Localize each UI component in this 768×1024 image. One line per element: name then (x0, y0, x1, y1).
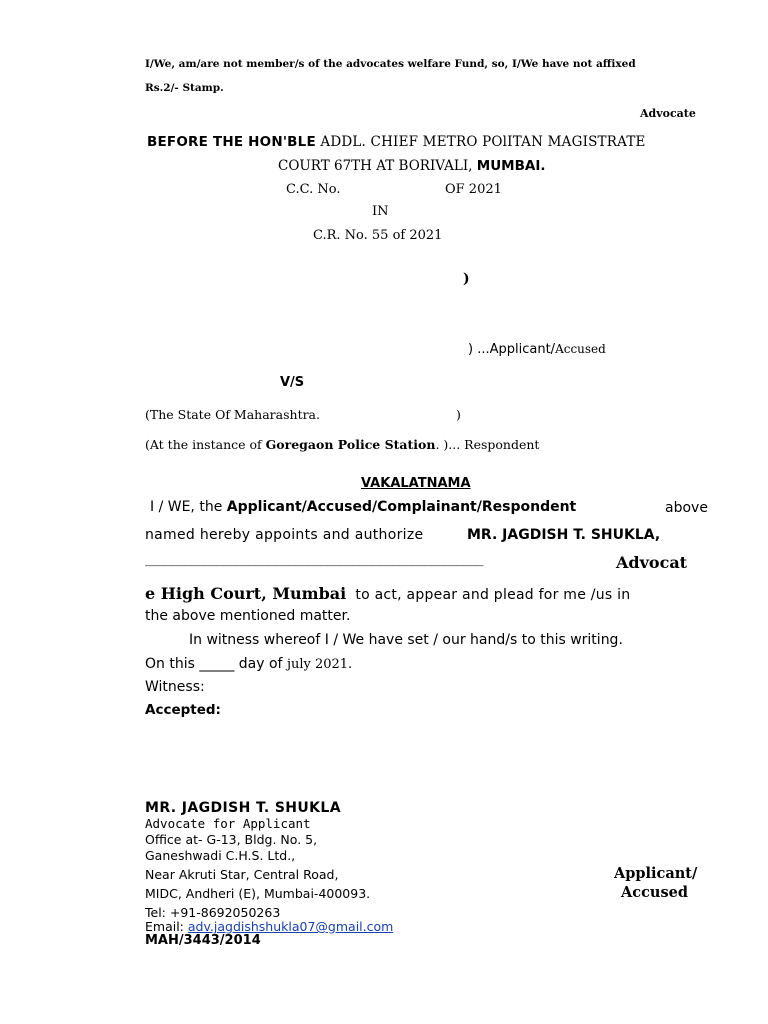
advocate-details (145, 816, 393, 949)
before-honble: BEFORE THE HON'BLE (147, 134, 316, 150)
advocate-role: Advocate for Applicant (145, 816, 311, 831)
applicant-label: ) ...Applicant/ (468, 342, 556, 357)
cc-year: OF 2021 (445, 182, 502, 197)
stamp-notice: Rs.2/- Stamp. (145, 82, 224, 94)
act-appear-text: to act, appear and plead for me /us in (355, 587, 631, 603)
accused-signature-label: Accused (621, 884, 688, 901)
party-roles: Applicant/Accused/Complainant/Respondent (226, 499, 577, 515)
telephone: Tel: +91-8692050263 (145, 905, 281, 920)
state-bracket: ) (456, 407, 461, 422)
applicant-line (468, 342, 606, 357)
above-word: above (665, 500, 708, 516)
date-line (145, 656, 352, 672)
email-label: Email: (145, 919, 184, 934)
state-of-maharashtra: (The State Of Maharashtra. (145, 407, 320, 422)
police-station: Goregaon Police Station (265, 437, 436, 452)
instance-prefix: (At the instance of (145, 437, 262, 452)
office-address: Office at- G-13, Bldg. No. 5, (145, 832, 318, 847)
advocat-word: Advocat (616, 553, 688, 572)
advocate-name-inline: MR. JAGDISH T. SHUKLA, (467, 527, 661, 543)
email-link[interactable]: adv.jagdishshukla07@gmail.com (187, 919, 394, 934)
respondent-label: . )... Respondent (435, 437, 540, 452)
instance-line (145, 437, 539, 452)
society-address: Ganeshwadi C.H.S. Ltd., (145, 848, 296, 863)
in-label: IN (372, 204, 389, 219)
cr-number: C.R. No. 55 of 2021 (313, 228, 443, 243)
court-location: COURT 67TH AT BORIVALI, (278, 158, 473, 174)
mentioned-matter: the above mentioned matter. (145, 608, 351, 624)
month-year: july 2021. (286, 657, 353, 672)
cc-number-label: C.C. No. (286, 182, 341, 197)
court-heading-line2 (278, 158, 546, 174)
registration-number: MAH/3443/2014 (145, 933, 261, 948)
document-title: VAKALATNAMA (361, 476, 471, 491)
high-court-mumbai: e High Court, Mumbai (145, 584, 347, 603)
appoints-text: named hereby appoints and authorize (145, 527, 424, 543)
midc-address: MIDC, Andheri (E), Mumbai-400093. (145, 886, 371, 901)
on-this-day: On this _____ day of (145, 656, 283, 672)
welfare-fund-notice: I/We, am/are not member/s of the advocates welfare Fund, so, I/We have not affixed (145, 58, 636, 70)
witness-label: Witness: (145, 679, 205, 695)
court-heading-line1 (147, 134, 646, 150)
signature-blank-line: ____________________________________________________ (145, 551, 483, 567)
accused-label: Accused (555, 342, 606, 356)
i-we-the: I / WE, the (150, 499, 223, 515)
accepted-label: Accepted: (145, 702, 221, 718)
court-title: ADDL. CHIEF METRO POlITAN MAGISTRATE (320, 134, 646, 150)
court-city: MUMBAI. (476, 158, 546, 174)
para-line-3 (145, 584, 630, 603)
applicant-bracket-top: ) (463, 271, 470, 287)
advocate-signature-name: MR. JAGDISH T. SHUKLA (145, 800, 341, 816)
applicant-signature-label: Applicant/ (614, 865, 698, 882)
para-line-2 (145, 527, 423, 543)
witness-whereof: In witness whereof I / We have set / our hand/s to this writing. (189, 632, 623, 648)
near-address: Near Akruti Star, Central Road, (145, 867, 339, 882)
versus-label: V/S (280, 375, 305, 390)
advocate-label: Advocate (640, 107, 696, 120)
para-line-1 (150, 499, 576, 515)
